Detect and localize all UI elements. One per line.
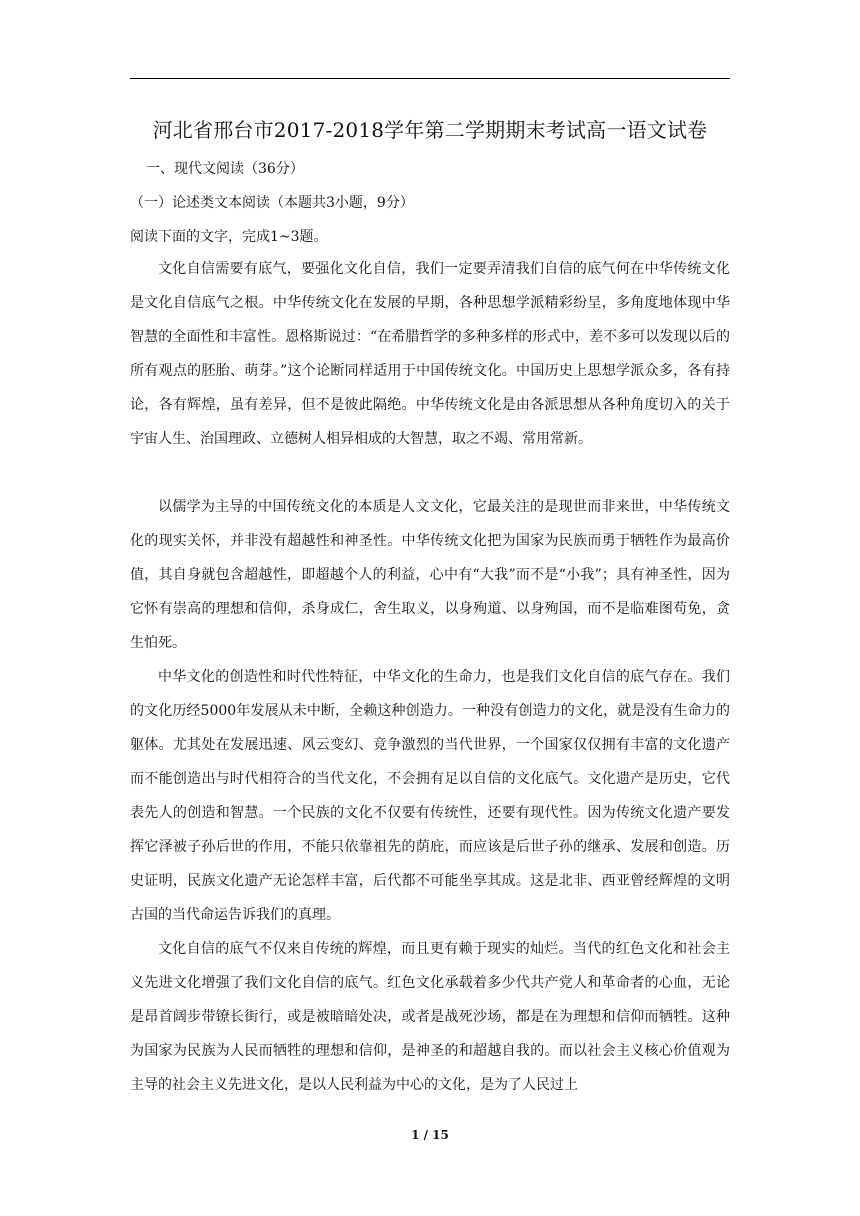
body-paragraph-1: 文化自信需要有底气，要强化文化自信，我们一定要弄清我们自信的底气何在中华传统文化是文化自信底气之根。中华传统文化在发展的早期，各种思想学派精彩纷呈，多角度地体现中华智慧的全面性和丰富性。恩格斯说过：“在希腊哲学的多种多样的形式中，差不多可以发现以后的所有观点的胚胎、萌芽。”这个论断同样适用于中国传统文化。中国历史上思想学派众多，各有持论，各有辉煌，虽有差异，但不是彼此隔绝。中华传统文化是由各派思想从各种角度切入的关于宇宙人生、治国理政、立德树人相异相成的大智慧，取之不竭、常用常新。 bbox=[130, 261, 730, 447]
section-heading: 一、现代文阅读（36分） bbox=[146, 161, 304, 177]
body-paragraph-3: 中华文化的创造性和时代性特征，中华文化的生命力，也是我们文化自信的底气存在。我们的文化历经5000年发展从未中断，全赖这种创造力。一种没有创造力的文化，就是没有生命力的躯体。尤其处在发展迅速、风云变幻、竞争激烈的当代世界，一个国家仅仅拥有丰富的文化遗产而不能创造出与时代相符合的当代文化，不会拥有足以自信的文化底气。文化遗产是历史，它代表先人的创造和智慧。一个民族的文化不仅要有传统性，还要有现代性。因为传统文化遗产要发挥它泽被子孙后世的作用，不能只依靠祖先的荫庇，而应该是后世子孙的继承、发展和创造。历史证明，民族文化遗产无论怎样丰富，后代都不可能坐享其成。这是北非、西亚曾经辉煌的文明古国的当代命运告诉我们的真理。 bbox=[130, 669, 730, 923]
reading-instruction: 阅读下面的文字，完成1~3题。 bbox=[130, 229, 328, 245]
body-paragraph-4: 文化自信的底气不仅来自传统的辉煌，而且更有赖于现实的灿烂。当代的红色文化和社会主义先进文化增强了我们文化自信的底气。红色文化承载着多少代共产党人和革命者的心血，无论是昂首阔步带镣长街行，或是被暗暗处决，或者是战死沙场，都是在为理想和信仰而牺牲。这种为国家为民族为人民而牺牲的理想和信仰，是神圣的和超越自我的。而以社会主义核心价值观为主导的社会主义先进文化，是以人民利益为中心的文化，是为了人民过上 bbox=[130, 941, 730, 1093]
header-rule bbox=[130, 78, 730, 79]
page-number: 1 / 15 bbox=[411, 1128, 449, 1142]
subsection-heading: （一）论述类文本阅读（本题共3小题，9分） bbox=[130, 195, 414, 211]
body-paragraph-2: 以儒学为主导的中国传统文化的本质是人文文化，它最关注的是现世而非来世，中华传统文化的现实关怀，并非没有超越性和神圣性。中华传统文化把为国家为民族而勇于牺牲作为最高价值，其自身就包含超越性，即超越个人的利益，心中有“大我”而不是“小我”；具有神圣性，因为它怀有崇高的理想和信仰，杀身成仁，舍生取义，以身殉道、以身殉国，而不是临难图苟免，贪生怕死。 bbox=[130, 499, 730, 651]
page-title: 河北省邢台市2017-2018学年第二学期期末考试高一语文试卷 bbox=[152, 118, 708, 142]
